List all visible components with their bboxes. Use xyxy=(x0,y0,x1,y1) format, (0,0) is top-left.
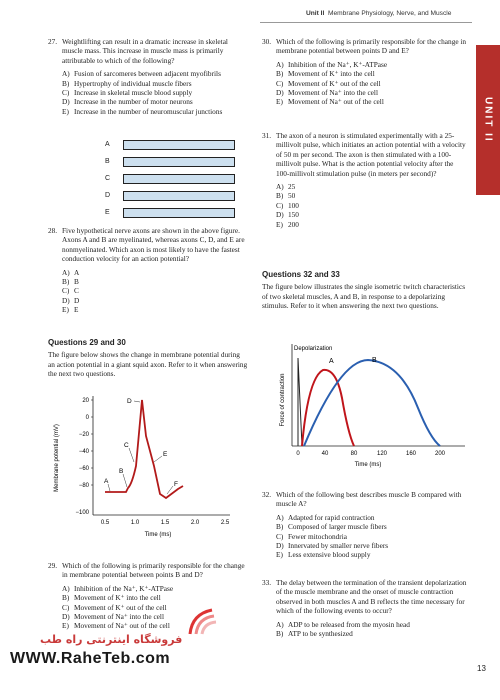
question-30 xyxy=(262,37,468,107)
ap-ytick: 0 xyxy=(85,415,89,421)
option[interactable]: A) Inhibition of the Na⁺, K⁺-ATPase xyxy=(62,583,174,593)
question-text: Which of the following best describes muscle B compared with muscle A? xyxy=(276,490,462,509)
option[interactable]: A) Inhibition of the Na⁺, K⁺-ATPase xyxy=(276,59,388,69)
option[interactable]: E) Movement of Na⁺ out of the cell xyxy=(62,621,170,631)
action-potential-chart xyxy=(48,388,248,548)
questions-32-33-intro xyxy=(262,270,468,311)
axon-bars-figure xyxy=(105,136,235,221)
question-text: The axon of a neuron is stimulated experimentally with a 25-millivolt pulse, which initiates an action potential with a velocity of 50 m per second. The axon is then stimulated with a 100-millivolt pulse. What is the action potential velocity after the 100-millivolt stimulation pulse (in meters per second)? xyxy=(276,131,466,178)
header-rule xyxy=(260,22,472,23)
ap-xtick: 0.5 xyxy=(100,520,110,526)
option[interactable]: A) ADP to be released from the myosin head xyxy=(276,619,410,629)
option[interactable]: E) Movement of Na⁺ out of the cell xyxy=(276,97,384,107)
question-number: 31. xyxy=(262,131,272,140)
question-number: 28. xyxy=(48,226,58,235)
ap-ytick: 20 xyxy=(82,398,89,404)
option[interactable]: C) Fewer mitochondria xyxy=(276,531,347,541)
section-text: The figure below shows the change in membrane potential during an action potential in a giant squid axon. Refer to it when answering the next two questions. xyxy=(48,350,248,379)
ap-point-label: F xyxy=(174,481,178,488)
options-29 xyxy=(62,584,248,631)
axon-bar-row xyxy=(105,204,235,221)
twitch-xtick: 160 xyxy=(405,451,417,457)
axon-bar-label: A xyxy=(105,141,110,148)
ap-ylabel: Membrane potential (mV) xyxy=(54,424,60,492)
option[interactable]: A) Adapted for rapid contraction xyxy=(276,512,375,522)
option[interactable]: B) 50 xyxy=(276,191,296,201)
question-number: 29. xyxy=(48,561,58,570)
option[interactable]: A) A xyxy=(62,267,80,277)
ap-xtick: 1.5 xyxy=(160,520,170,526)
section-title: Questions 32 and 33 xyxy=(262,270,340,279)
ap-ytick: −20 xyxy=(78,432,89,438)
question-28 xyxy=(48,226,248,315)
watermark-persian: فروشگاه اینترنتی راه طب xyxy=(40,633,183,646)
question-32 xyxy=(262,490,468,560)
question-number: 33. xyxy=(262,578,272,587)
twitch-xtick: 200 xyxy=(434,451,446,457)
axon-bar-label: B xyxy=(105,158,110,165)
ap-curve xyxy=(105,400,183,498)
axon-bar-label: D xyxy=(105,192,111,199)
ap-ytick: −80 xyxy=(78,483,89,489)
option[interactable]: B) Hypertrophy of individual muscle fibers xyxy=(62,78,192,88)
options-30 xyxy=(276,60,468,107)
option[interactable]: B) B xyxy=(62,277,79,287)
series-label-a: A xyxy=(329,358,334,365)
option[interactable]: A) Fusion of sarcomeres between adjacent myofibrils xyxy=(62,69,221,79)
question-31 xyxy=(262,131,468,229)
option[interactable]: C) 100 xyxy=(276,200,299,210)
options-27 xyxy=(62,69,248,116)
ap-xtick: 2.5 xyxy=(220,520,230,526)
ap-point-label: E xyxy=(163,451,168,458)
axon-bar-label: E xyxy=(105,209,110,216)
option[interactable]: B) Movement of K⁺ into the cell xyxy=(276,69,375,79)
ap-point-label: A xyxy=(104,478,109,485)
side-tab-label: UNIT II xyxy=(482,97,494,143)
option[interactable]: D) D xyxy=(62,295,80,305)
axon-bar xyxy=(123,208,235,218)
option[interactable]: D) Movement of Na⁺ into the cell xyxy=(276,88,378,98)
option[interactable]: D) 150 xyxy=(276,210,299,220)
question-text: The delay between the termination of the transient depolarization of the muscle membrane and the onset of muscle contraction observed in both muscles A and B reflects the time necessary for which of the following events to occur? xyxy=(276,578,467,616)
question-text: Which of the following is primarily responsible for the change in membrane potential between points B and D? xyxy=(62,561,245,580)
axon-bar xyxy=(123,174,235,184)
header-title: Membrane Physiology, Nerve, and Muscle xyxy=(328,10,452,17)
axon-bar xyxy=(123,140,235,150)
ap-point-label: C xyxy=(124,442,129,449)
option[interactable]: B) Movement of K⁺ into the cell xyxy=(62,593,161,603)
twitch-xtick: 40 xyxy=(321,451,329,457)
twitch-xlabel: Time (ms) xyxy=(354,462,382,468)
ap-point-label: D xyxy=(127,398,132,405)
option[interactable]: E) E xyxy=(62,305,79,315)
option[interactable]: C) C xyxy=(62,286,79,296)
options-31 xyxy=(276,182,468,229)
axon-bar-label: C xyxy=(105,175,111,182)
question-33 xyxy=(262,578,468,638)
question-number: 32. xyxy=(262,490,272,499)
option[interactable]: E) Less extensive blood supply xyxy=(276,550,371,560)
twitch-xtick: 80 xyxy=(350,451,358,457)
axon-bar-row xyxy=(105,170,235,187)
depolarization-spike xyxy=(298,358,302,446)
page-number: 13 xyxy=(477,664,486,673)
twitch-xtick: 120 xyxy=(376,451,388,457)
ap-ytick: −40 xyxy=(78,449,89,455)
question-text: Which of the following is primarily responsible for the change in membrane potential between points D and E? xyxy=(276,37,467,56)
ap-xlabel: Time (ms) xyxy=(144,532,172,538)
question-text: Weightlifting can result in a dramatic increase in skeletal muscle mass. This increase in muscle mass is primarily attributable to which of the following? xyxy=(62,37,228,65)
questions-29-30-intro xyxy=(48,338,248,379)
twitch-xtick: 0 xyxy=(296,451,300,457)
option[interactable]: B) ATP to be synthesized xyxy=(276,629,353,639)
watermark-logo-icon xyxy=(186,604,220,638)
option[interactable]: C) Increase in skeletal muscle blood supply xyxy=(62,88,193,98)
series-label-b: B xyxy=(372,357,377,364)
section-text: The figure below illustrates the single isometric twitch characteristics of two skeletal muscles, A and B, in response to a depolarizing stimulus. Refer to it when answering the next two questions. xyxy=(262,282,466,311)
option[interactable]: D) Movement of Na⁺ into the cell xyxy=(62,612,164,622)
option[interactable]: D) Innervated by smaller nerve fibers xyxy=(276,541,389,551)
option[interactable]: C) Movement of K⁺ out of the cell xyxy=(276,78,381,88)
option[interactable]: B) Composed of larger muscle fibers xyxy=(276,522,387,532)
options-33 xyxy=(276,620,468,639)
header-unit: Unit II xyxy=(306,10,325,17)
depolarization-label: Depolarization xyxy=(294,346,333,352)
twitch-ylabel: Force of contraction xyxy=(280,373,286,427)
ap-xtick: 1.0 xyxy=(130,520,140,526)
question-text: Five hypothetical nerve axons are shown in the above figure. Axons A and B are myelinated, whereas axons C, D, and E are nonmyelinated. Which axon is most likely to have the fastest conduction velocity for an action potential? xyxy=(62,226,245,264)
ap-ytick: −100 xyxy=(75,510,89,516)
twitch-curve-b xyxy=(304,360,440,446)
ap-xtick: 2.0 xyxy=(190,520,200,526)
option[interactable]: E) 200 xyxy=(276,219,299,229)
axon-bar-row xyxy=(105,187,235,204)
ap-ytick: −60 xyxy=(78,466,89,472)
option[interactable]: E) Increase in the number of neuromuscular junctions xyxy=(62,106,223,116)
axon-bar-row xyxy=(105,153,235,170)
axon-bar xyxy=(123,191,235,201)
watermark-url[interactable]: WWW.RaheTeb.com xyxy=(10,650,171,667)
option[interactable]: A) 25 xyxy=(276,182,296,192)
axon-bar-row xyxy=(105,136,235,153)
running-header xyxy=(306,10,471,17)
option[interactable]: C) Movement of K⁺ out of the cell xyxy=(62,602,167,612)
question-number: 30. xyxy=(262,37,272,46)
twitch-chart xyxy=(270,338,480,478)
option[interactable]: D) Increase in the number of motor neurons xyxy=(62,97,193,107)
question-27 xyxy=(48,37,248,116)
section-title: Questions 29 and 30 xyxy=(48,338,126,347)
question-number: 27. xyxy=(48,37,58,46)
axon-bar xyxy=(123,157,235,167)
unit-side-tab xyxy=(476,45,500,195)
ap-point-label: B xyxy=(119,468,124,475)
options-28 xyxy=(62,268,248,315)
options-32 xyxy=(276,513,468,560)
